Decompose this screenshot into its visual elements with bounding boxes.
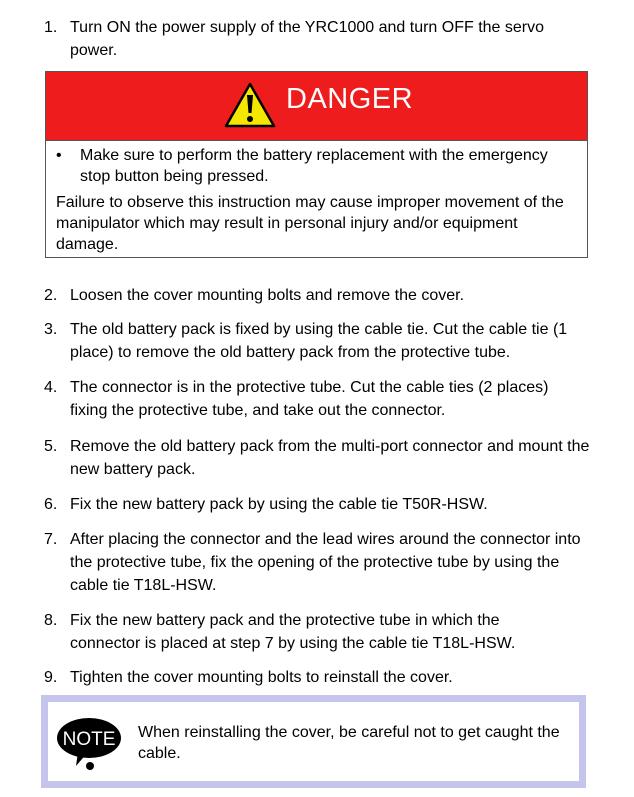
danger-title: DANGER [286, 83, 414, 115]
step-text: Turn ON the power supply of the YRC1000 and turn OFF the servo power. [70, 19, 545, 59]
step-text: Remove the old battery pack from the multi-port connector and mount the new battery pack. [70, 438, 590, 478]
danger-bullet-text: Make sure to perform the battery replacement with the emergency stop button being pressed. [80, 147, 548, 185]
step-number: 1. [44, 19, 58, 36]
step-text: After placing the connector and the lead wires around the connector into the protective tube, fix the opening of the protective tube by using the cable tie T18L-HSW. [70, 531, 581, 594]
step-text: Tighten the cover mounting bolts to reinstall the cover. [70, 669, 453, 686]
step-text: Fix the new battery pack and the protective tube in which the connector is placed at step 7 by using the cable tie T18L-HSW. [70, 612, 516, 652]
note-box [41, 695, 586, 788]
step-number: 2. [44, 287, 58, 304]
step-text: The old battery pack is fixed by using the cable tie. Cut the cable tie (1 place) to remove the old battery pack from the protective tube. [70, 321, 568, 361]
step-number: 7. [44, 531, 58, 548]
step-number: 3. [44, 321, 58, 338]
warning-triangle-icon [224, 82, 276, 128]
step-number: 5. [44, 438, 58, 455]
step-text: Fix the new battery pack by using the cable tie T50R-HSW. [70, 496, 488, 513]
danger-body-text: Failure to observe this instruction may cause improper movement of the manipulator which may result in personal injury and/or equipment damage. [56, 194, 564, 253]
danger-box [45, 71, 588, 258]
step-number: 8. [44, 612, 58, 629]
step-number: 6. [44, 496, 58, 513]
note-icon [56, 716, 122, 772]
bullet-symbol: • [56, 147, 62, 164]
step-number: 4. [44, 379, 58, 396]
danger-header [46, 72, 587, 141]
step-text: Loosen the cover mounting bolts and remove the cover. [70, 287, 465, 304]
note-text: When reinstalling the cover, be careful not to get caught the cable. [138, 724, 560, 762]
step-number: 9. [44, 669, 58, 686]
step-text: The connector is in the protective tube. Cut the cable ties (2 places) fixing the protective tube, and take out the connector. [70, 379, 549, 419]
note-label: NOTE [62, 729, 116, 750]
